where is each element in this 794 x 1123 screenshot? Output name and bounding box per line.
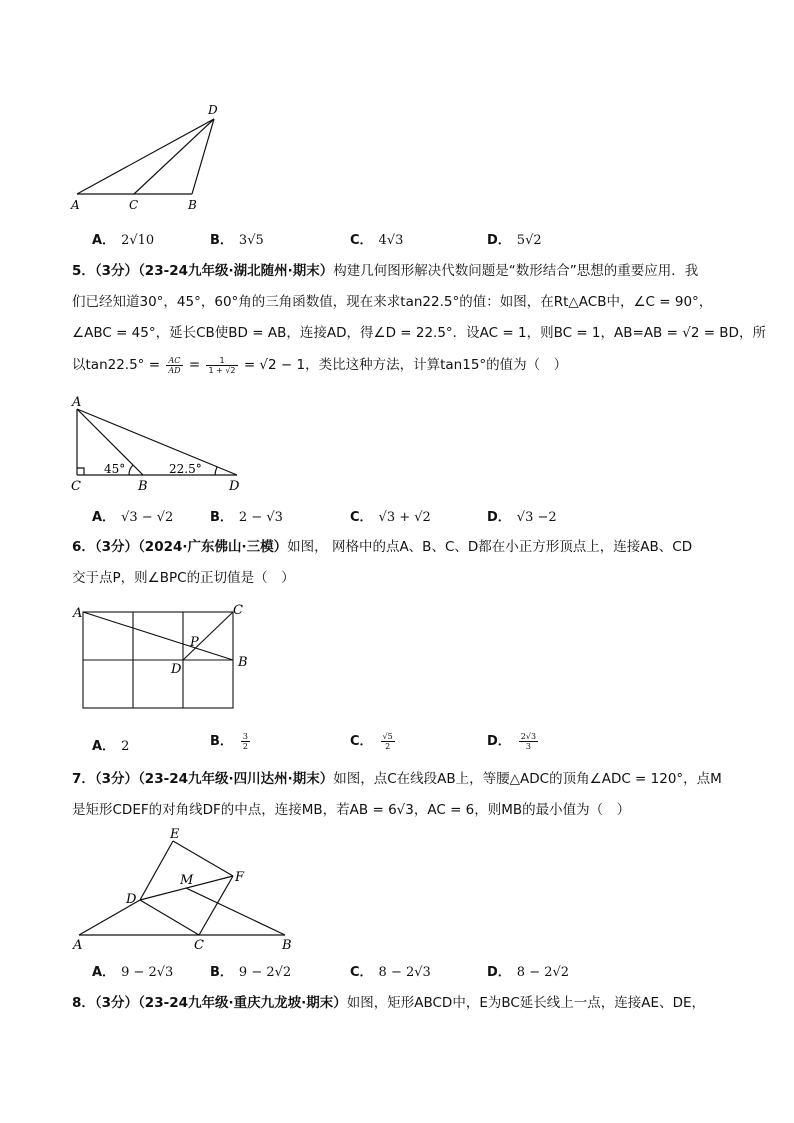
angle-arc-d [215,467,217,475]
label-d: D [171,662,182,677]
figure-q7 [65,825,305,955]
q8-line-1: 8．（3分）（23-24九年级·重庆九龙坡·期末）如图，矩形ABCD中，E为BC延长线上一点，连接AE、DE， [72,995,706,1011]
option-a[interactable]: A． 2√10 [92,233,155,248]
segment-dc [140,900,199,935]
option-d[interactable]: D． 5√2 [487,233,542,248]
q5-line-2: 们已经知道30°，45°，60°角的三角函数值，现在来求tan22.5°的值：如图，在Rt△ACB中，∠C = 90°， [72,294,713,310]
label-c: C [194,938,204,953]
label-a: A [73,606,83,621]
option-b[interactable]: B． 2 − √3 [210,510,283,525]
option-b[interactable]: B． 9 − 2√2 [210,965,292,980]
angle-label-45: 45° [104,462,126,476]
label-c: C [233,603,243,618]
segment-ef [173,841,233,876]
figure-q4 [60,98,240,214]
label-c: C [129,198,139,212]
option-a[interactable]: A． 9 − 2√3 [92,965,174,980]
option-b[interactable]: B． 3√5 [210,233,264,248]
q5-line-1: 5．（3分）（23-24九年级·湖北随州·期末）构建几何图形解决代数问题是“数形结合”思想的重要应用．我 [72,263,699,279]
right-angle-mark [77,468,84,475]
fraction-1-over-1-plus-root2: $\frac{1}{1 + √2}$ [208,355,236,375]
label-b: B [188,198,197,212]
figure-q6 [68,600,258,715]
label-e: E [170,827,180,842]
option-c[interactable]: C． $\frac{√5}{2}$ [350,732,393,751]
label-d: D [208,103,218,117]
q5-line-4: 以tan22.5° = $\frac{AC}{AD}$ = $\frac{1}{1 + √2}$ = √2 − 1，类比这种方法，计算tan15°的值为（ ） [72,355,568,375]
option-a[interactable]: A． √3 − √2 [92,510,174,525]
q6-line-2: 交于点P，则∠BPC的正切值是（ ） [72,570,295,586]
label-b: B [282,938,292,953]
option-d[interactable]: D． √3 −2 [487,510,557,525]
option-c[interactable]: C． 4√3 [350,233,404,248]
label-b: B [238,655,248,670]
segment-fc [199,876,233,935]
segment-de [140,841,173,900]
q5-line-3: ∠ABC = 45°，延长CB使BD = AB，连接AD，得∠D = 22.5°．设AC = 1，则BC = 1，AB=AB = √2 = BD，所 [72,325,766,341]
label-p: P [190,635,199,650]
q7-line-1: 7．（3分）（23-24九年级·四川达州·期末）如图，点C在线段AB上，等腰△ADC的顶角∠ADC = 120°，点M [72,771,722,787]
q6-line-1: 6．（3分）（2024·广东佛山·三模）如图， 网格中的点A、B、C、D都在小正方形顶点上，连接AB、CD [72,539,693,555]
segment-mb [186,888,285,935]
option-c[interactable]: C． 8 − 2√3 [350,965,431,980]
label-m: M [180,873,194,888]
figure-q5 [65,392,255,492]
label-c: C [71,479,81,492]
option-b[interactable]: B． $\frac{3}{2}$ [210,732,249,751]
segment-ab [83,612,233,660]
label-b: B [138,479,148,492]
angle-arc-b [129,465,133,475]
option-d[interactable]: D． 8 − 2√2 [487,965,570,980]
option-d[interactable]: D． $\frac{2√3}{3}$ [487,732,537,751]
segment-ad [77,409,237,475]
segment-bd [192,119,214,194]
option-c[interactable]: C． √3 + √2 [350,510,431,525]
label-a: A [73,938,83,953]
option-a[interactable]: A． 2 [92,739,130,754]
label-a: A [71,198,80,212]
fraction-ac-ad: $\frac{AC}{AD}$ [168,355,181,375]
q7-line-2: 是矩形CDEF的对角线DF的中点，连接MB，若AB = 6√3，AC = 6，则MB的最小值为（ ） [72,802,631,818]
label-f: F [235,870,245,885]
label-d: D [126,892,137,907]
label-a: A [72,395,82,410]
angle-label-22-5: 22.5° [169,462,202,476]
label-d: D [229,479,240,492]
